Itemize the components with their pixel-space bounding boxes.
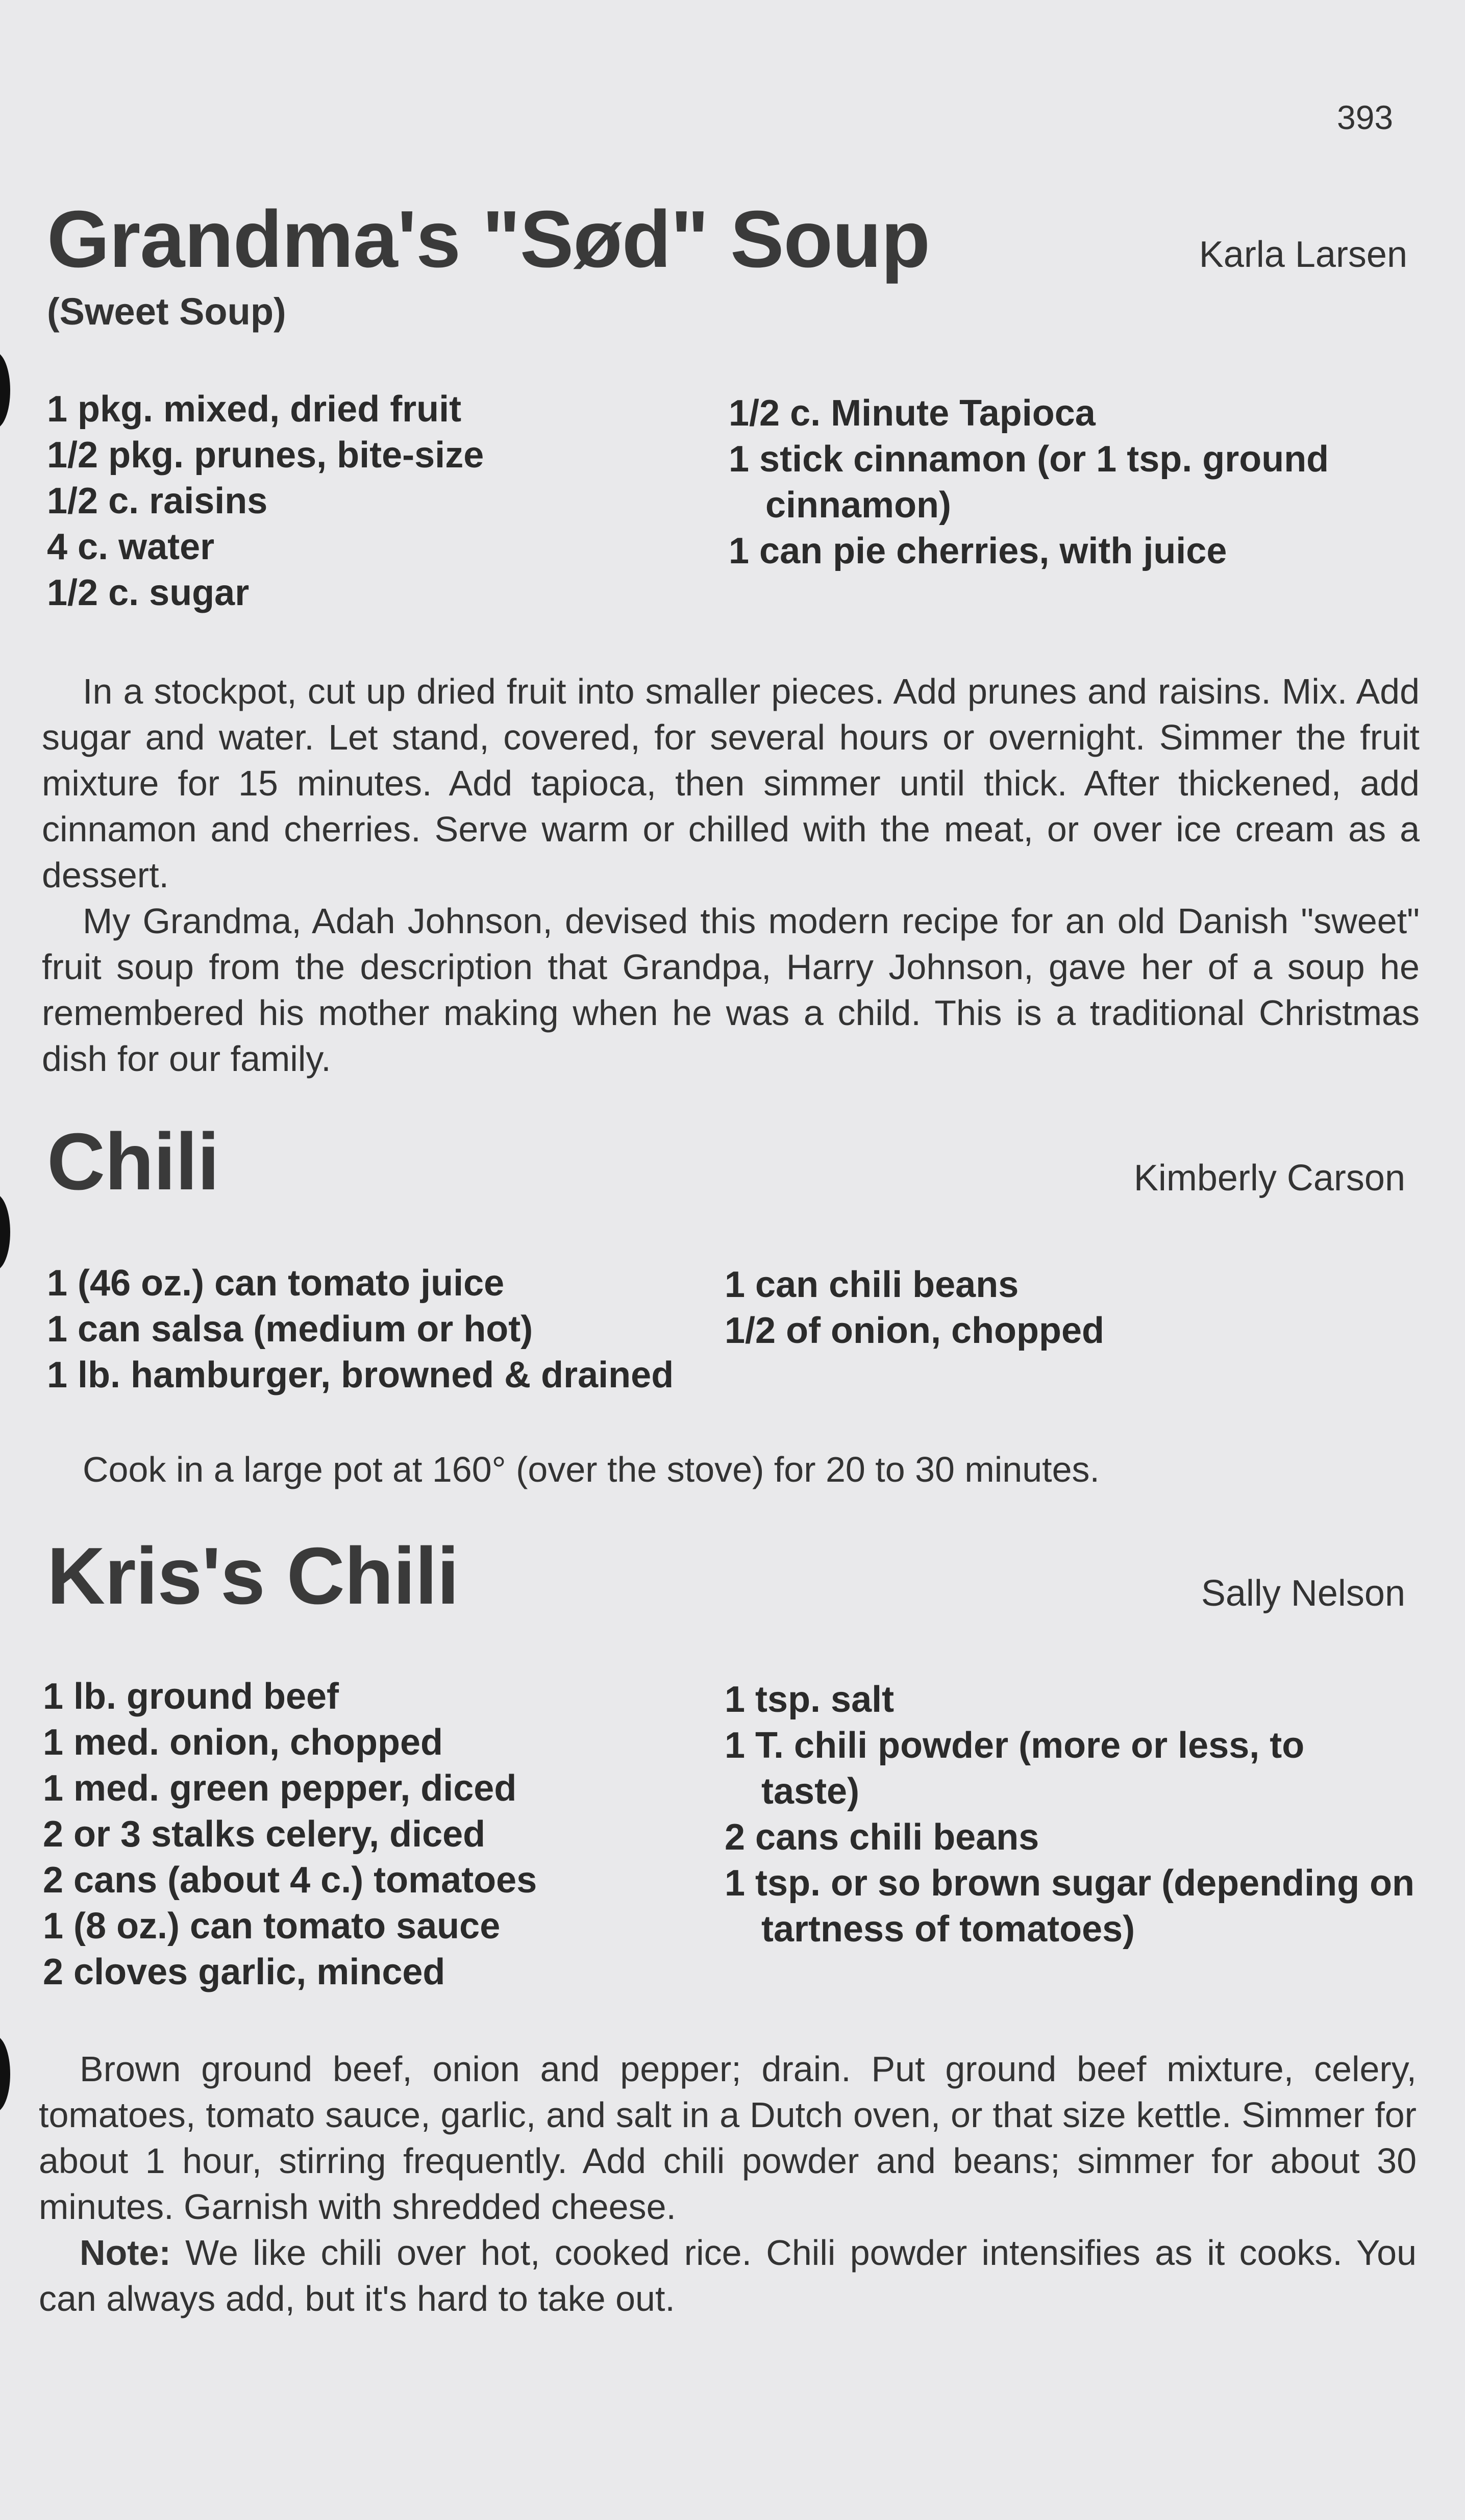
ingredient: 2 cans chili beans — [725, 1817, 1039, 1858]
note-text: We like chili over hot, cooked rice. Chili powder intensifies as it cooks. You can always add, but it's hard to take out. — [39, 2233, 1417, 2318]
ingredients-left — [47, 1260, 674, 1398]
recipe-author: Sally Nelson — [1201, 1573, 1405, 1614]
ingredients-left — [43, 1674, 537, 1995]
ingredient: 1 (8 oz.) can tomato sauce — [43, 1906, 501, 1947]
recipe-title: Kris's Chili — [47, 1531, 459, 1621]
recipe-subtitle: (Sweet Soup) — [47, 290, 286, 333]
recipe-title: Grandma's "Sød" Soup — [47, 194, 930, 284]
ingredient: 1/2 pkg. prunes, bite-size — [47, 435, 484, 476]
ingredient: 1/2 c. raisins — [47, 481, 268, 521]
ingredient: 1 pkg. mixed, dried fruit — [47, 389, 462, 430]
ingredient: 4 c. water — [47, 527, 215, 567]
instructions — [42, 668, 1420, 1082]
ingredient: 2 or 3 stalks celery, diced — [43, 1814, 486, 1855]
ingredient: 1 can salsa (medium or hot) — [47, 1309, 533, 1350]
ingredient: 1/2 c. Minute Tapioca — [729, 393, 1096, 434]
instruction-paragraph: In a stockpot, cut up dried fruit into smaller pieces. Add prunes and raisins. Mix. Add sugar and water. Let stand, covered, for several hours or overnight. Simmer the fruit mixture for 15 minutes. Add tapioca, then simmer until thick. After thickened, add cinnamon and cherries. Serve warm or chilled with the meat, or over ice cream as a dessert. — [42, 671, 1420, 895]
ingredient: 2 cans (about 4 c.) tomatoes — [43, 1860, 537, 1901]
ingredient: 1 lb. ground beef — [43, 1676, 339, 1717]
ingredient: 1 lb. hamburger, browned & drained — [47, 1355, 674, 1395]
instruction-paragraph: Cook in a large pot at 160° (over the stove) for 20 to 30 minutes. — [83, 1450, 1100, 1489]
ingredient: 1/2 of onion, chopped — [725, 1310, 1104, 1351]
instructions — [42, 1446, 1420, 1492]
binder-hole — [0, 352, 10, 429]
ingredient: 1 stick cinnamon (or 1 tsp. ground cinnamon) — [729, 439, 1329, 526]
ingredients-left — [47, 386, 484, 616]
ingredients-right — [725, 1262, 1104, 1354]
ingredient: 1 (46 oz.) can tomato juice — [47, 1263, 505, 1304]
recipe-author: Karla Larsen — [1199, 234, 1407, 275]
ingredient: 1 tsp. or so brown sugar (depending on tartness of tomatoes) — [725, 1863, 1415, 1950]
note-label: Note: — [80, 2233, 171, 2273]
note-paragraph — [39, 2230, 1417, 2322]
ingredient: 1 can pie cherries, with juice — [729, 531, 1227, 571]
binder-hole — [0, 2036, 10, 2112]
ingredient: 1 T. chili powder (more or less, to taste) — [725, 1725, 1305, 1812]
instruction-paragraph: Brown ground beef, onion and pepper; drain. Put ground beef mixture, celery, tomatoes, tomato sauce, garlic, and salt in a Dutch oven, or that size kettle. Simmer for about 1 hour, stirring frequently. Add chili powder and beans; simmer for about 30 minutes. Garnish with shredded cheese. — [39, 2049, 1417, 2227]
ingredient: 2 cloves garlic, minced — [43, 1952, 445, 1992]
ingredient: 1 can chili beans — [725, 1264, 1019, 1305]
recipe-title: Chili — [47, 1117, 219, 1207]
recipe-author: Kimberly Carson — [1133, 1158, 1405, 1199]
binder-hole — [0, 1194, 10, 1270]
instruction-paragraph: My Grandma, Adah Johnson, devised this modern recipe for an old Danish "sweet" fruit soup from the description that Grandpa, Harry Johnson, gave her of a soup he remembered his mother making when he was a child. This is a traditional Christmas dish for our family. — [42, 901, 1420, 1079]
ingredient: 1 med. onion, chopped — [43, 1722, 443, 1763]
ingredients-right — [725, 1677, 1425, 1952]
ingredient: 1 tsp. salt — [725, 1679, 895, 1720]
instructions — [39, 2046, 1417, 2322]
ingredients-right — [729, 390, 1419, 574]
page-number: 393 — [1337, 98, 1394, 136]
ingredient: 1/2 c. sugar — [47, 572, 250, 613]
ingredient: 1 med. green pepper, diced — [43, 1768, 517, 1809]
